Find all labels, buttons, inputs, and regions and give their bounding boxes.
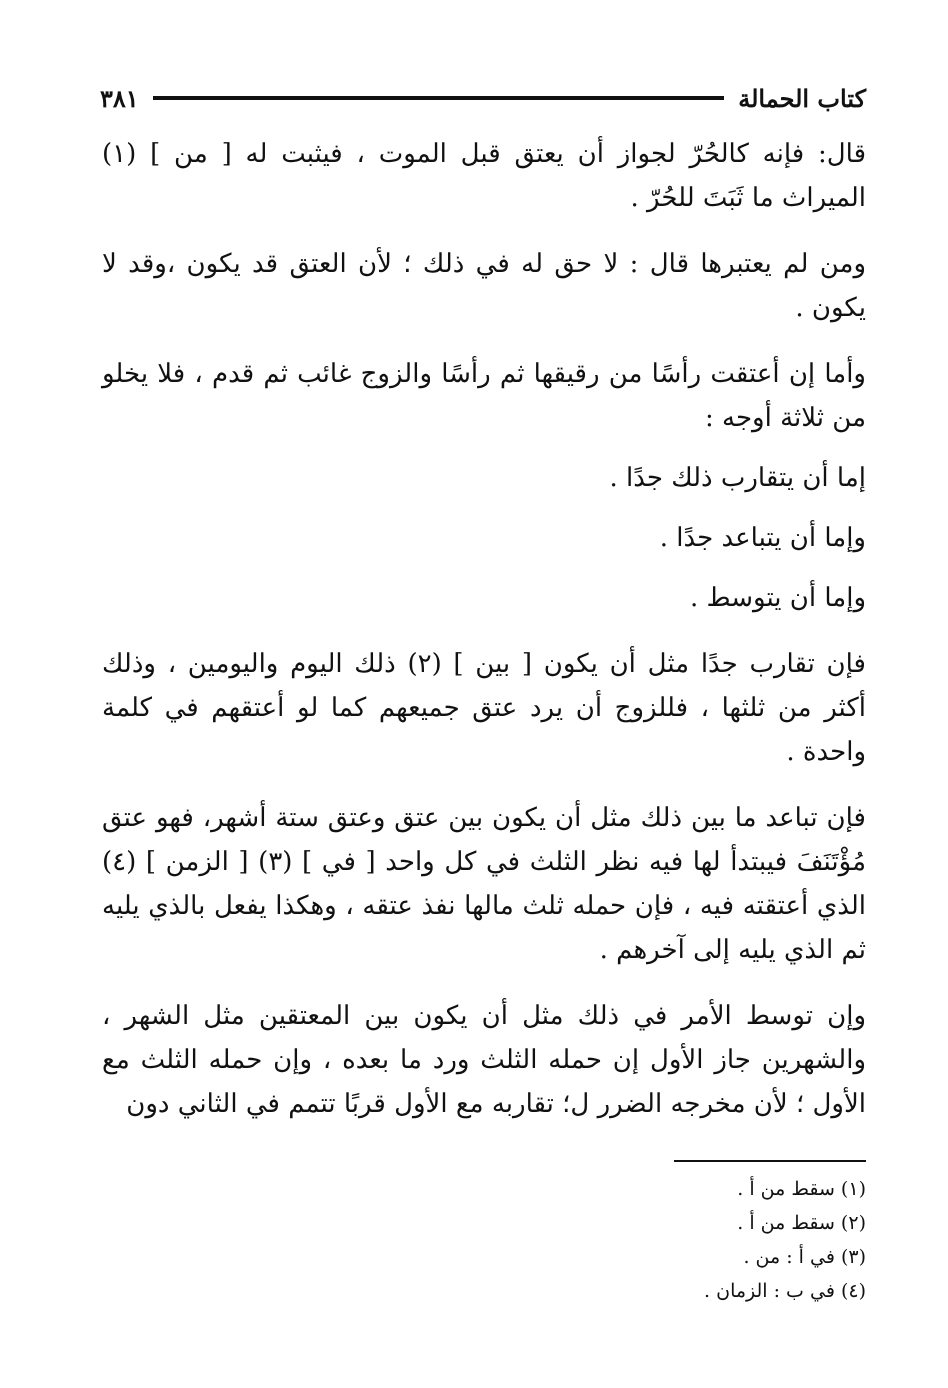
paragraph: فإن تقارب جدًا مثل أن يكون [ بين ] (٢) ذلك اليوم واليومين ، وذلك أكثر من ثلثها ، فللزوج أن يرد عتق جميعهم كما لو أعتقهم في كلمة واحدة . bbox=[102, 649, 866, 767]
paragraph: إما أن يتقارب ذلك جدًا . bbox=[609, 463, 866, 493]
page-number: ٣٨١ bbox=[100, 83, 139, 113]
footnote: (٤) في ب : الزمان . bbox=[704, 1280, 866, 1302]
header-rule bbox=[153, 96, 725, 100]
paragraph: وأما إن أعتقت رأسًا من رقيقها ثم رأسًا والزوج غائب ثم قدم ، فلا يخلو من ثلاثة أوجه : bbox=[102, 359, 866, 433]
paragraph: فإن تباعد ما بين ذلك مثل أن يكون بين عتق وعتق ستة أشهر، فهو عتق مُؤْتَنَفَ فيبتدأ لها فيه نظر الثلث في كل واحد [ في ] (٣) [ الزمن ] (٤) الذي أعتقته فيه ، فإن حمله ثلث مالها نفذ عتقه ، وهكذا يفعل بالذي يليه ثم الذي يليه إلى آخرهم . bbox=[102, 803, 866, 965]
page-header bbox=[100, 78, 866, 118]
chapter-title: كتاب الحمالة bbox=[738, 83, 866, 113]
footnote-separator bbox=[674, 1160, 866, 1162]
paragraph: وإن توسط الأمر في ذلك مثل أن يكون بين المعتقين مثل الشهر ، والشهرين جاز الأول إن حمله الثلث ورد ما بعده ، وإن حمله الثلث مع الأول ؛ لأن مخرجه الضرر ل؛ تقاربه مع الأول قربًا تتمم في الثاني دون bbox=[102, 1001, 866, 1119]
paragraph: ومن لم يعتبرها قال : لا حق له في ذلك ؛ لأن العتق قد يكون ،وقد لا يكون . bbox=[102, 249, 866, 323]
footnote: (٣) في أ : من . bbox=[743, 1246, 866, 1268]
paragraph: وإما أن يتباعد جدًا . bbox=[659, 523, 866, 553]
footnote: (١) سقط من أ . bbox=[737, 1178, 866, 1200]
footnotes bbox=[300, 1172, 866, 1308]
paragraph: قال: فإنه كالحُرّ لجواز أن يعتق قبل الموت ، فيثبت له [ من ] (١) الميراث ما ثَبَتَ للحُرّ . bbox=[102, 139, 866, 213]
paragraph: وإما أن يتوسط . bbox=[690, 583, 866, 613]
main-text bbox=[102, 132, 866, 1148]
footnote: (٢) سقط من أ . bbox=[737, 1212, 866, 1234]
